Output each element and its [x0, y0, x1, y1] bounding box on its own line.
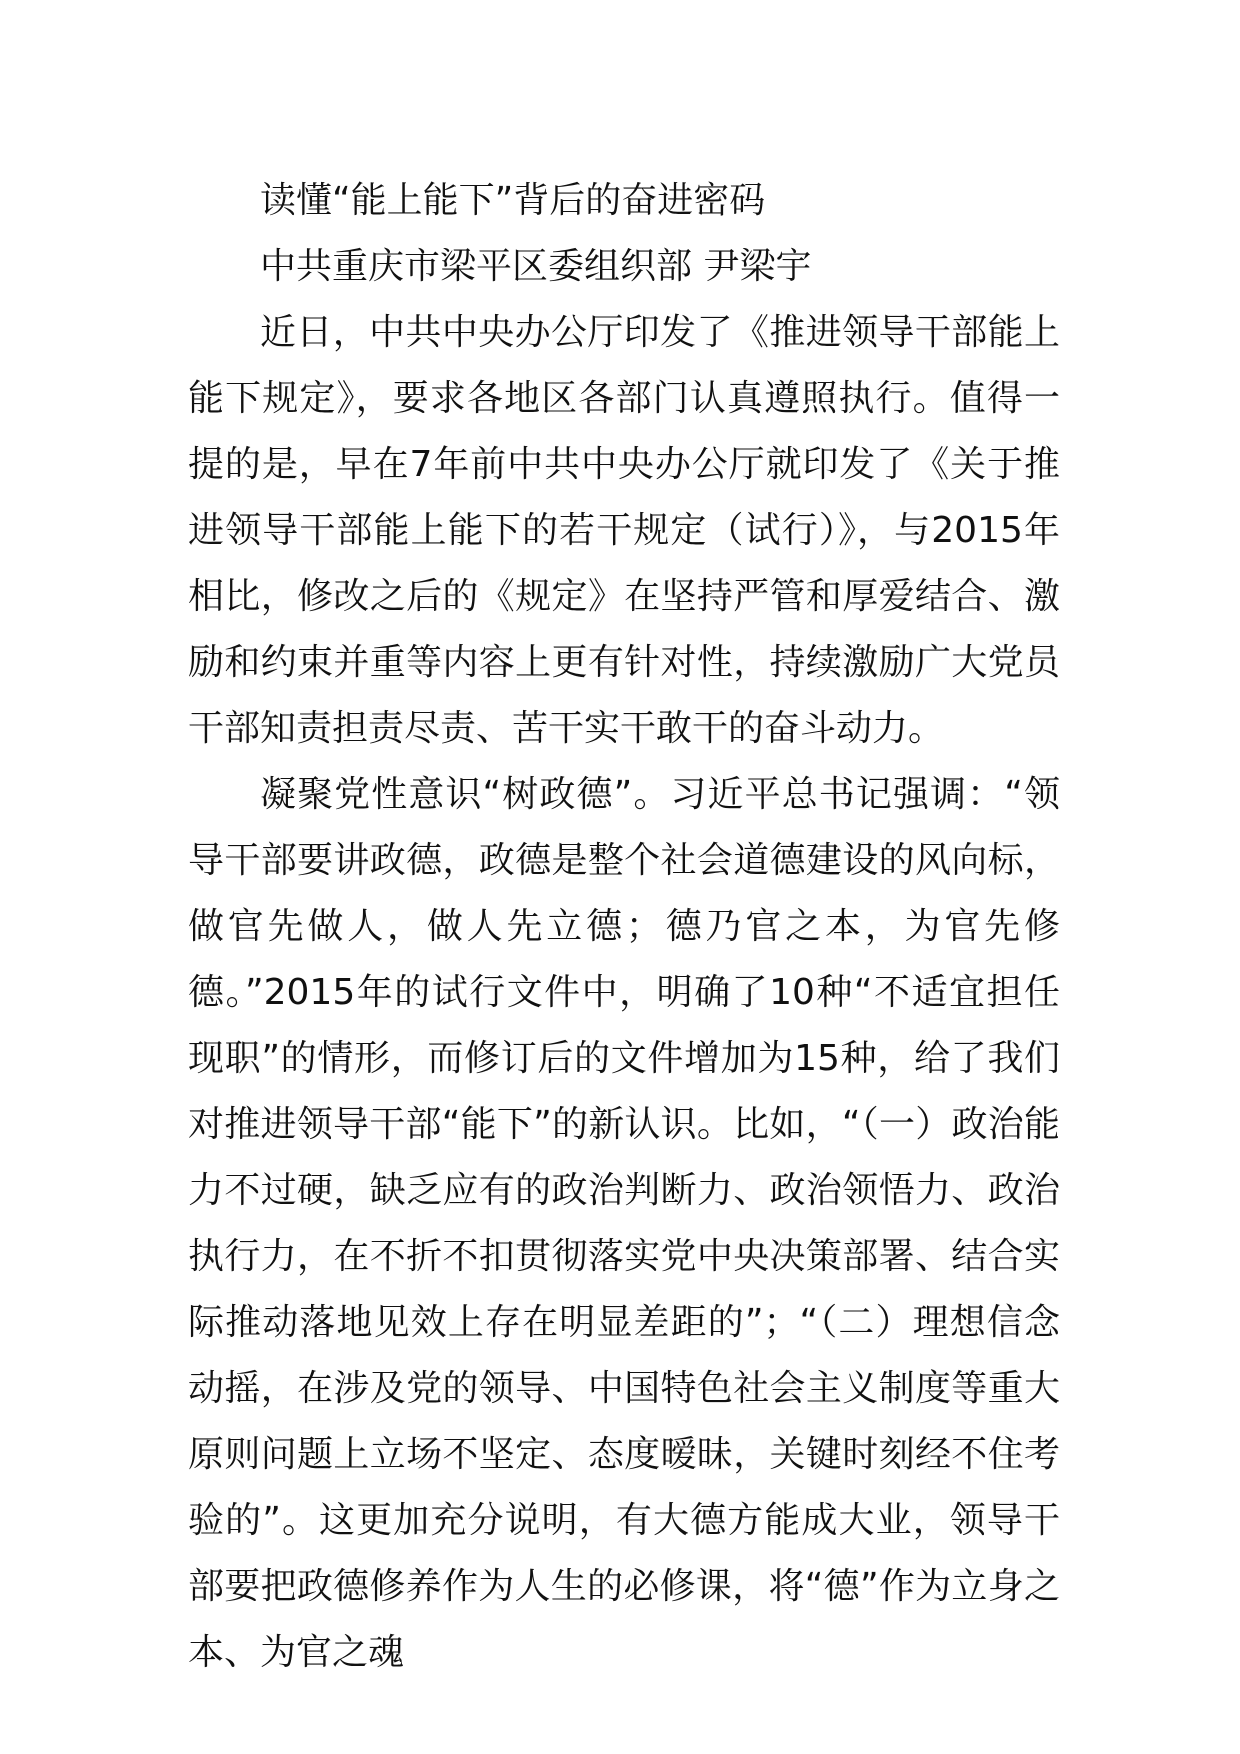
document-title: 读懂“能上能下”背后的奋进密码 [260, 180, 766, 221]
paragraph-intro: 近日，中共中央办公厅印发了《推进领导干部能上能下规定》，要求各地区各部门认真遵照执行。值得一提的是，早在7年前中共中央办公厅就印发了《关于推进领导干部能上能下的若干规定（试行）》，与2015年相比，修改之后的《规定》在坚持严管和厚爱结合、激励和约束并重等内容上更有针对性，持续激励广大党员干部知责担责尽责、苦干实干敢干的奋斗动力。 [188, 312, 1060, 749]
paragraph-political-ethics: 凝聚党性意识“树政德”。习近平总书记强调：“领导干部要讲政德，政德是整个社会道德建设的风向标，做官先做人，做人先立德；德乃官之本，为官先修德。”2015年的试行文件中，明确了10种“不适宜担任现职”的情形，而修订后的文件增加为15种，给了我们对推进领导干部“能下”的新认识。比如，“（一）政治能力不过硬，缺乏应有的政治判断力、政治领悟力、政治执行力，在不折不扣贯彻落实党中央决策部署、结合实际推动落地见效上存在明显差距的”；“（二）理想信念动摇，在涉及党的领导、中国特色社会主义制度等重大原则问题上立场不坚定、态度暧昧，关键时刻经不住考验的”。这更加充分说明，有大德方能成大业，领导干部要把政德修养作为人生的必修课，将“德”作为立身之本、为官之魂 [188, 774, 1060, 1673]
document-page [188, 168, 1060, 1686]
document-author: 中共重庆市梁平区委组织部 尹梁宇 [260, 246, 812, 287]
